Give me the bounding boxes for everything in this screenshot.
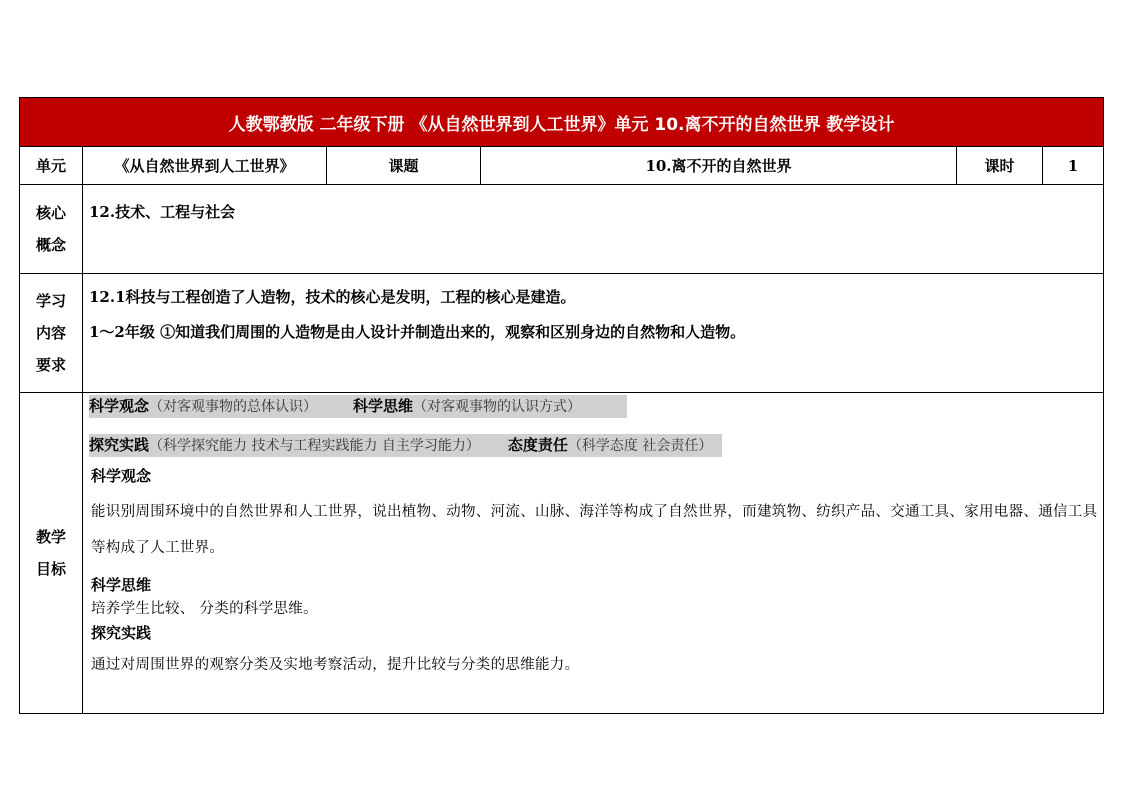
band-science-concept-head: 科学观念 bbox=[89, 397, 150, 415]
lesson-plan-table bbox=[19, 97, 1104, 714]
goal-section-2-text: 培养学生比较、 分类的科学思维。 bbox=[91, 601, 318, 617]
goals-content bbox=[83, 393, 1104, 714]
requirements-label-line-2: 内容 bbox=[35, 324, 66, 342]
goal-band-1-highlight bbox=[89, 395, 627, 418]
band-science-thinking-sub: （对客观事物的认识方式） bbox=[413, 399, 582, 415]
core-concept-row bbox=[20, 185, 1104, 274]
goal-section-3-head: 探究实践 bbox=[91, 624, 152, 642]
goal-band-2 bbox=[83, 434, 1103, 460]
requirement-line-2: 1～2年级 ①知道我们周围的人造物是由人设计并制造出来的，观察和区别身边的自然物和人造物。 bbox=[89, 323, 746, 341]
topic-label: 课题 bbox=[327, 147, 481, 185]
band-attitude-sub: （科学态度 社会责任） bbox=[567, 438, 713, 454]
core-label-line-1: 核心 bbox=[35, 204, 66, 222]
band-science-concept-sub: （对客观事物的总体认识） bbox=[149, 399, 318, 415]
goal-section-1-text: 能识别周围环境中的自然世界和人工世界，说出植物、动物、河流、山脉、海洋等构成了自然世界，而建筑物、纺织产品、交通工具、家用电器、通信工具等构成了人工世界。 bbox=[91, 504, 1098, 556]
requirement-line-1: 12.1科技与工程创造了人造物，技术的核心是发明，工程的核心是建造。 bbox=[89, 288, 576, 306]
requirements-label-line-1: 学习 bbox=[35, 292, 66, 310]
goal-section-1-head: 科学观念 bbox=[91, 467, 152, 485]
document-title: 人教鄂教版 二年级下册 《从自然世界到人工世界》单元 10.离不开的自然世界 教学设计 bbox=[20, 98, 1104, 147]
goal-section-3-text: 通过对周围世界的观察分类及实地考察活动，提升比较与分类的思维能力。 bbox=[91, 657, 580, 673]
requirements-label bbox=[20, 274, 83, 393]
band-inquiry-head: 探究实践 bbox=[89, 436, 150, 454]
goal-section-1 bbox=[83, 464, 1103, 566]
goal-band-2-highlight bbox=[89, 434, 722, 457]
goal-section-3 bbox=[83, 620, 1103, 676]
goal-section-2 bbox=[83, 572, 1103, 620]
goals-row bbox=[20, 393, 1104, 714]
goal-section-2-head: 科学思维 bbox=[91, 576, 152, 594]
unit-value: 《从自然世界到人工世界》 bbox=[83, 147, 327, 185]
title-row bbox=[20, 98, 1104, 147]
unit-label: 单元 bbox=[20, 147, 83, 185]
unit-row bbox=[20, 147, 1104, 185]
requirements-row bbox=[20, 274, 1104, 393]
core-label bbox=[20, 185, 83, 274]
requirements-label-line-3: 要求 bbox=[35, 356, 66, 374]
goal-band-1 bbox=[83, 393, 1103, 421]
hours-value: 1 bbox=[1043, 147, 1104, 185]
core-label-line-2: 概念 bbox=[35, 236, 66, 254]
band-attitude-head: 态度责任 bbox=[507, 436, 568, 454]
band-science-thinking-head: 科学思维 bbox=[353, 397, 414, 415]
goals-label bbox=[20, 393, 83, 714]
requirements-content bbox=[83, 274, 1104, 393]
hours-label: 课时 bbox=[957, 147, 1043, 185]
band-inquiry-sub: （科学探究能力 技术与工程实践能力 自主学习能力） bbox=[149, 438, 480, 454]
goals-label-line-2: 目标 bbox=[35, 560, 66, 578]
goals-label-line-1: 教学 bbox=[35, 528, 66, 546]
core-concept-text: 12.技术、工程与社会 bbox=[83, 185, 1104, 274]
topic-value: 10.离不开的自然世界 bbox=[481, 147, 957, 185]
